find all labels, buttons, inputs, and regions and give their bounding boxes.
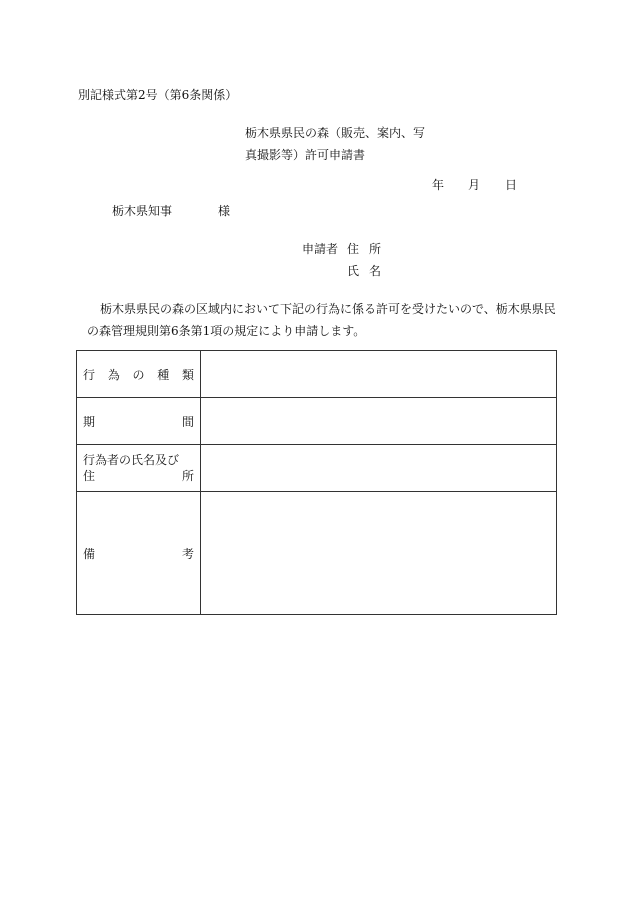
label-char: 行	[83, 367, 96, 382]
activity-type-field[interactable]	[201, 351, 557, 398]
label-char: 所	[181, 469, 194, 483]
document-title-line2: 真撮影等）許可申請書	[245, 148, 366, 162]
label-char: 類	[181, 367, 194, 382]
table-row-remarks	[77, 492, 557, 615]
period-field[interactable]	[201, 398, 557, 445]
table-row-activity-type	[77, 351, 557, 398]
application-table	[76, 350, 557, 615]
actor-name-address-label	[77, 445, 201, 492]
label-char: の	[132, 367, 145, 382]
day-label: 日	[505, 178, 518, 192]
month-label: 月	[468, 178, 481, 192]
remarks-label	[77, 492, 201, 615]
label-char: 住	[83, 469, 96, 483]
table-row-period	[77, 398, 557, 445]
honorific: 様	[218, 204, 231, 218]
actor-name-address-field[interactable]	[201, 445, 557, 492]
applicant-address-label: 住所	[347, 242, 392, 256]
label-char: 種	[157, 367, 170, 382]
actor-label-line1: 行為者の氏名及び	[83, 453, 180, 467]
document-title-line1: 栃木県県民の森（販売、案内、写	[245, 126, 426, 140]
label-char: 考	[181, 546, 194, 561]
applicant-name-label: 氏名	[347, 264, 392, 278]
period-label	[77, 398, 201, 445]
request-body-text: 栃木県県民の森の区域内において下記の行為に係る許可を受けたいので、栃木県県民の森管理規則第6条第1項の規定により申請します。	[87, 302, 556, 338]
applicant-role: 申請者	[302, 242, 339, 256]
label-char: 為	[107, 367, 120, 382]
remarks-field[interactable]	[201, 492, 557, 615]
year-label: 年	[432, 178, 445, 192]
table-row-actor	[77, 445, 557, 492]
form-number-label: 別記様式第2号（第6条関係）	[78, 88, 238, 102]
activity-type-label	[77, 351, 201, 398]
label-char: 備	[83, 546, 96, 561]
label-char: 期	[83, 414, 96, 429]
addressee: 栃木県知事	[112, 204, 173, 218]
label-char: 間	[181, 414, 194, 429]
